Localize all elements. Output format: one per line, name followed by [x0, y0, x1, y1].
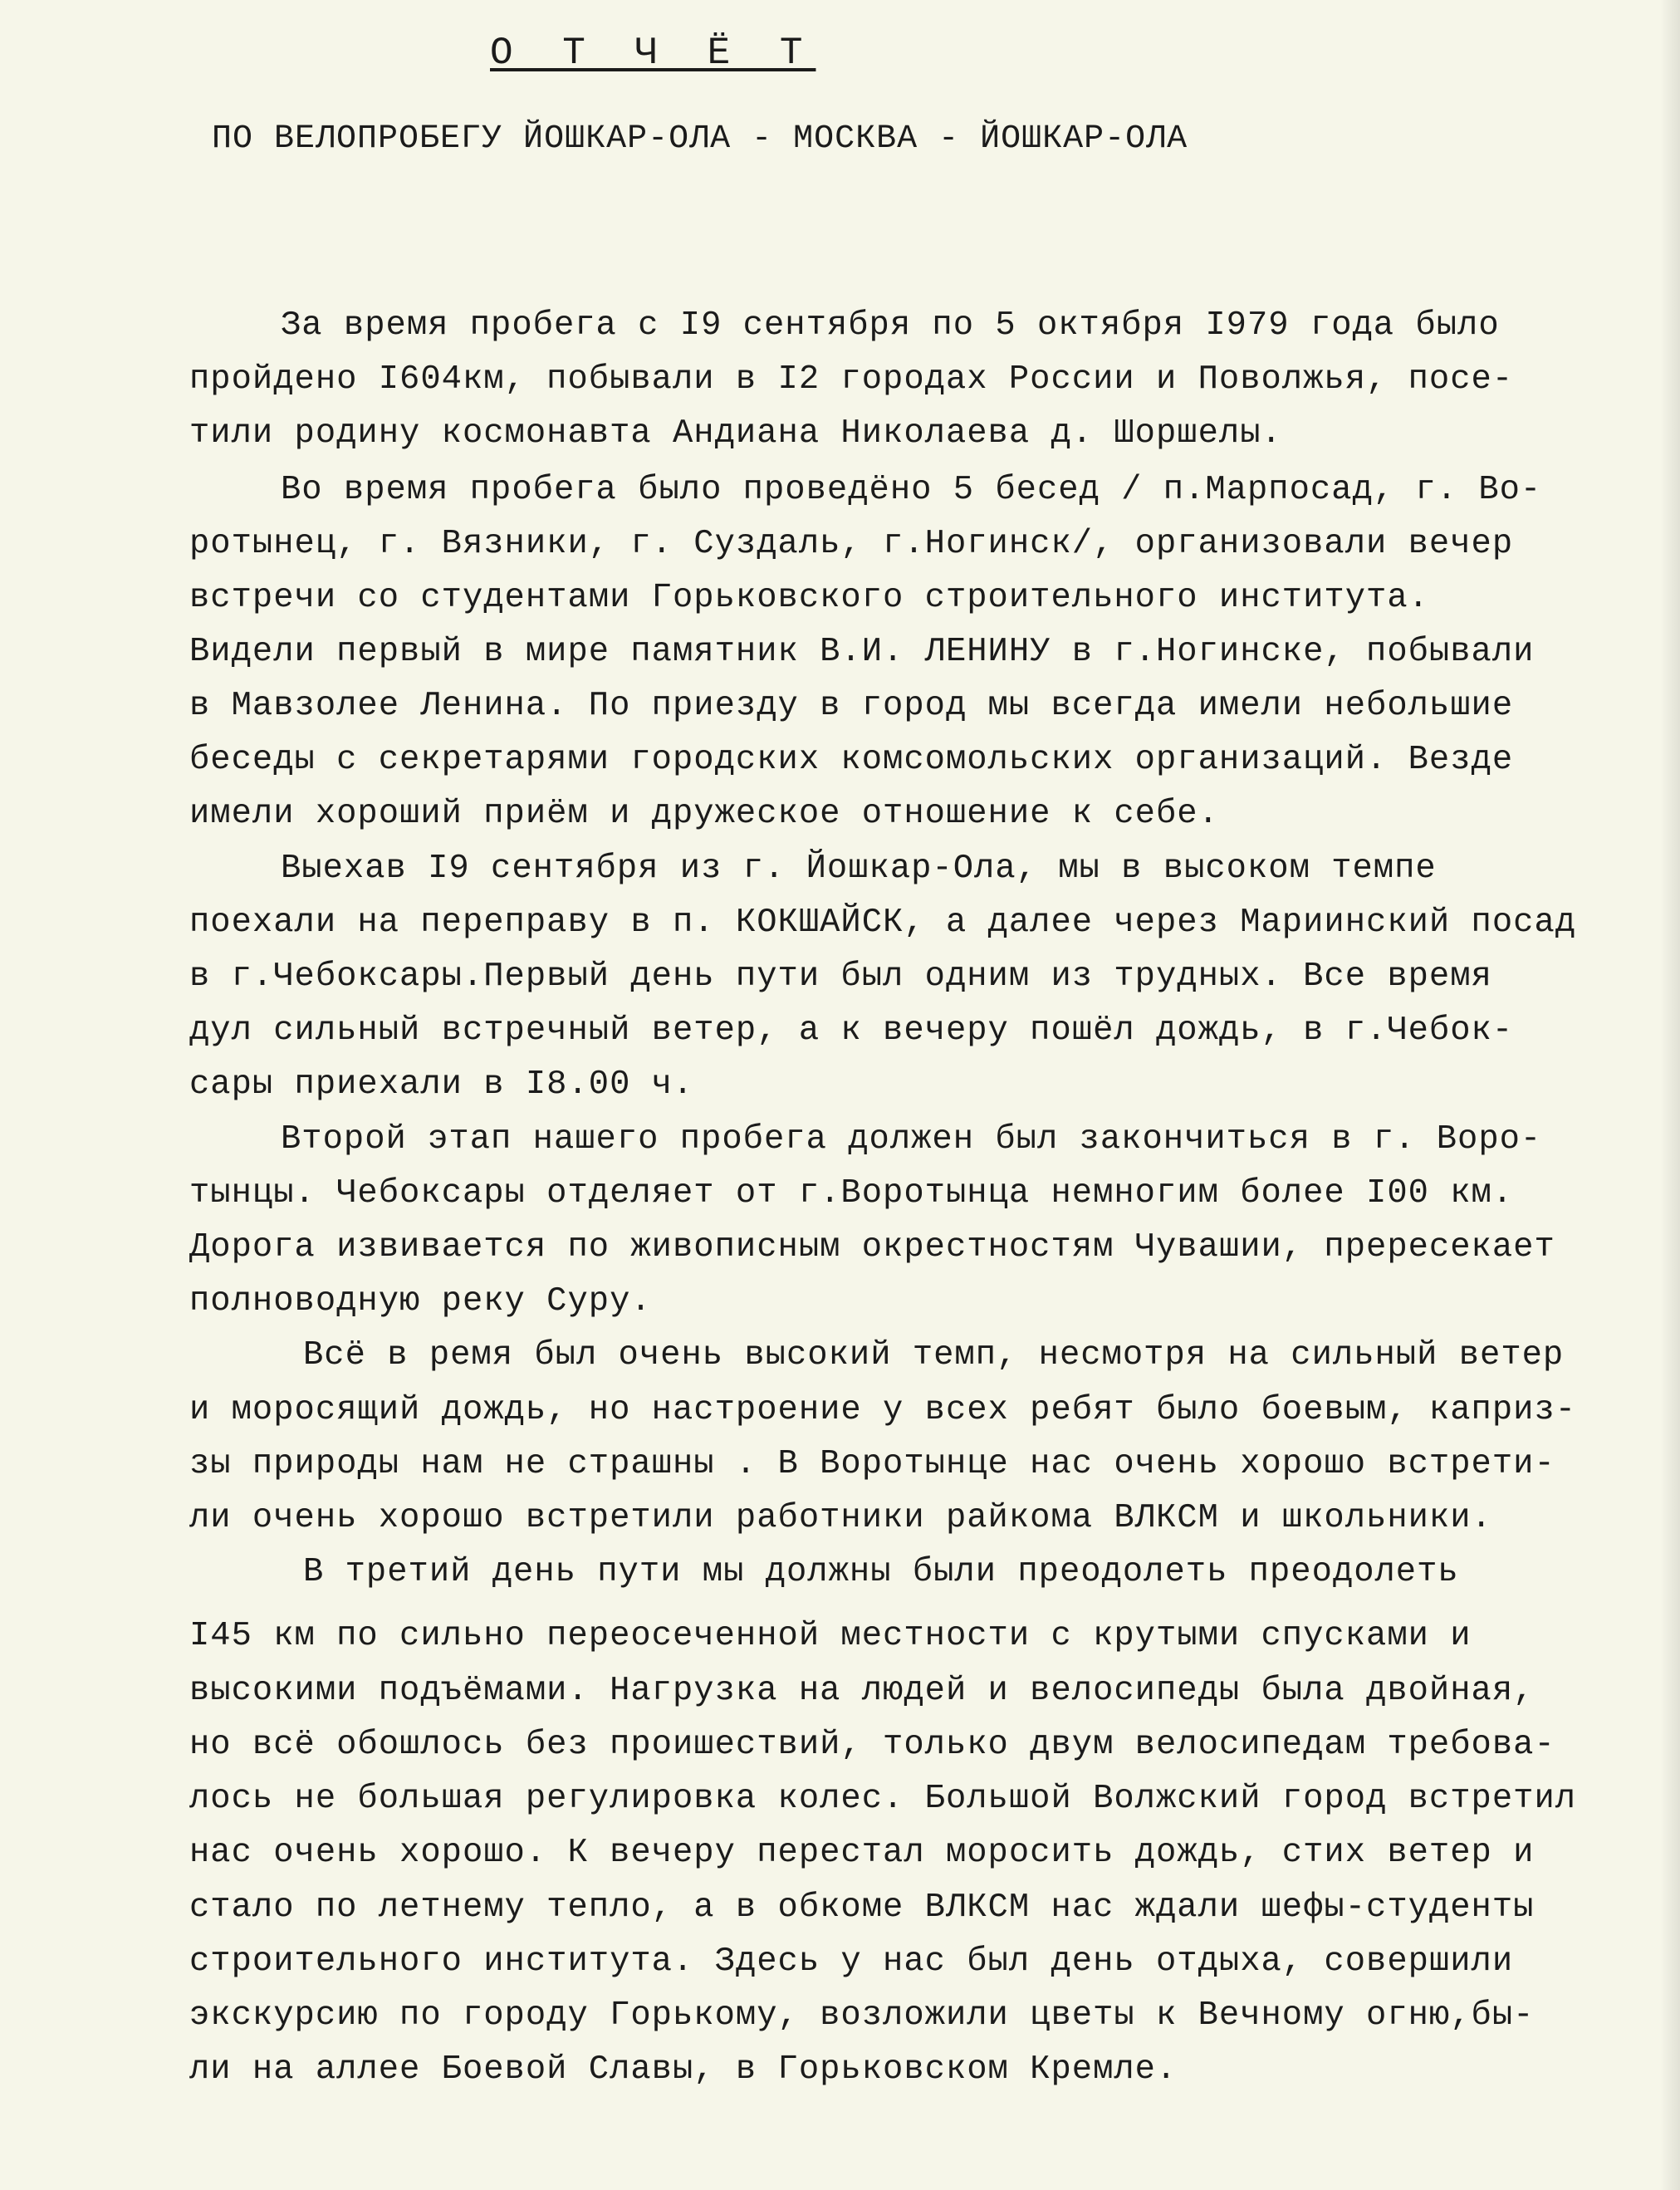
text-line: I45 км по сильно переосеченной местности с крутыми спусками и: [189, 1617, 1472, 1655]
document-subtitle: ПО ВЕЛОПРОБЕГУ ЙОШКАР-ОЛА - МОСКВА - ЙОШКАР-ОЛА: [212, 120, 1188, 158]
text-line: Всё в ремя был очень высокий темп, несмотря на сильный ветер: [303, 1336, 1565, 1374]
text-line: ли очень хорошо встретили работники райкома ВЛКСМ и школьники.: [189, 1499, 1492, 1537]
document-title: О Т Ч Ё Т: [490, 32, 816, 75]
text-line: тили родину космонавта Андиана Николаева д. Шоршелы.: [189, 414, 1282, 453]
page-edge-shadow: [1660, 0, 1680, 2190]
text-line: зы природы нам не страшны . В Воротынце нас очень хорошо встрети-: [189, 1445, 1555, 1483]
text-line: поехали на переправу в п. КОКШАЙСК, а далее через Мариинский посад: [189, 904, 1577, 942]
text-line: тынцы. Чебоксары отделяет от г.Воротынца немногим более I00 км.: [189, 1174, 1514, 1213]
text-line: экскурсию по городу Горькому, возложили цветы к Вечному огню,бы-: [189, 1996, 1535, 2035]
text-line: дул сильный встречный ветер, а к вечеру пошёл дождь, в г.Чебок-: [189, 1012, 1514, 1050]
text-line: В третий день пути мы должны были преодолеть преодолеть: [303, 1553, 1459, 1591]
text-line: Выехав I9 сентября из г. Йошкар-Ола, мы в высоком темпе: [281, 850, 1437, 888]
text-line: строительного института. Здесь у нас был день отдыха, совершили: [189, 1943, 1514, 1981]
text-line: стало по летнему тепло, а в обкоме ВЛКСМ нас ждали шефы-студенты: [189, 1889, 1535, 1927]
text-line: пройдено I604км, побывали в I2 городах России и Поволжья, посе-: [189, 360, 1514, 399]
text-line: в Мавзолее Ленина. По приезду в город мы всегда имели небольшие: [189, 687, 1514, 725]
text-line: имели хороший приём и дружеское отношение к себе.: [189, 795, 1219, 833]
text-line: нас очень хорошо. К вечеру перестал моросить дождь, стих ветер и: [189, 1834, 1535, 1872]
text-line: сары приехали в I8.00 ч.: [189, 1066, 694, 1104]
text-line: высокими подъёмами. Нагрузка на людей и велосипеды была двойная,: [189, 1672, 1535, 1710]
text-line: в г.Чебоксары.Первый день пути был одним из трудных. Все время: [189, 958, 1492, 996]
text-line: и моросящий дождь, но настроение у всех ребят было боевым, каприз-: [189, 1391, 1577, 1429]
text-line: полноводную реку Суру.: [189, 1282, 652, 1320]
text-line: Видели первый в мире памятник В.И. ЛЕНИНУ в г.Ногинске, побывали: [189, 633, 1535, 671]
text-line: ли на аллее Боевой Славы, в Горьковском Кремле.: [189, 2050, 1178, 2089]
text-line: За время пробега с I9 сентября по 5 октября I979 года было: [281, 306, 1500, 345]
text-line: ротынец, г. Вязники, г. Суздаль, г.Ногинск/, организовали вечер: [189, 525, 1514, 563]
text-line: беседы с секретарями городских комсомольских организаций. Везде: [189, 741, 1514, 779]
text-line: лось не большая регулировка колес. Большой Волжский город встретил: [189, 1780, 1577, 1818]
text-line: но всё обошлось без проишествий, только двум велосипедам требова-: [189, 1726, 1555, 1764]
text-line: Дорога извивается по живописным окрестностям Чувашии, прересекает: [189, 1228, 1555, 1266]
text-line: Второй этап нашего пробега должен был закончиться в г. Воро-: [281, 1120, 1542, 1159]
text-line: встречи со студентами Горьковского строительного института.: [189, 579, 1429, 617]
text-line: Во время пробега было проведёно 5 бесед / п.Марпосад, г. Во-: [281, 471, 1542, 509]
